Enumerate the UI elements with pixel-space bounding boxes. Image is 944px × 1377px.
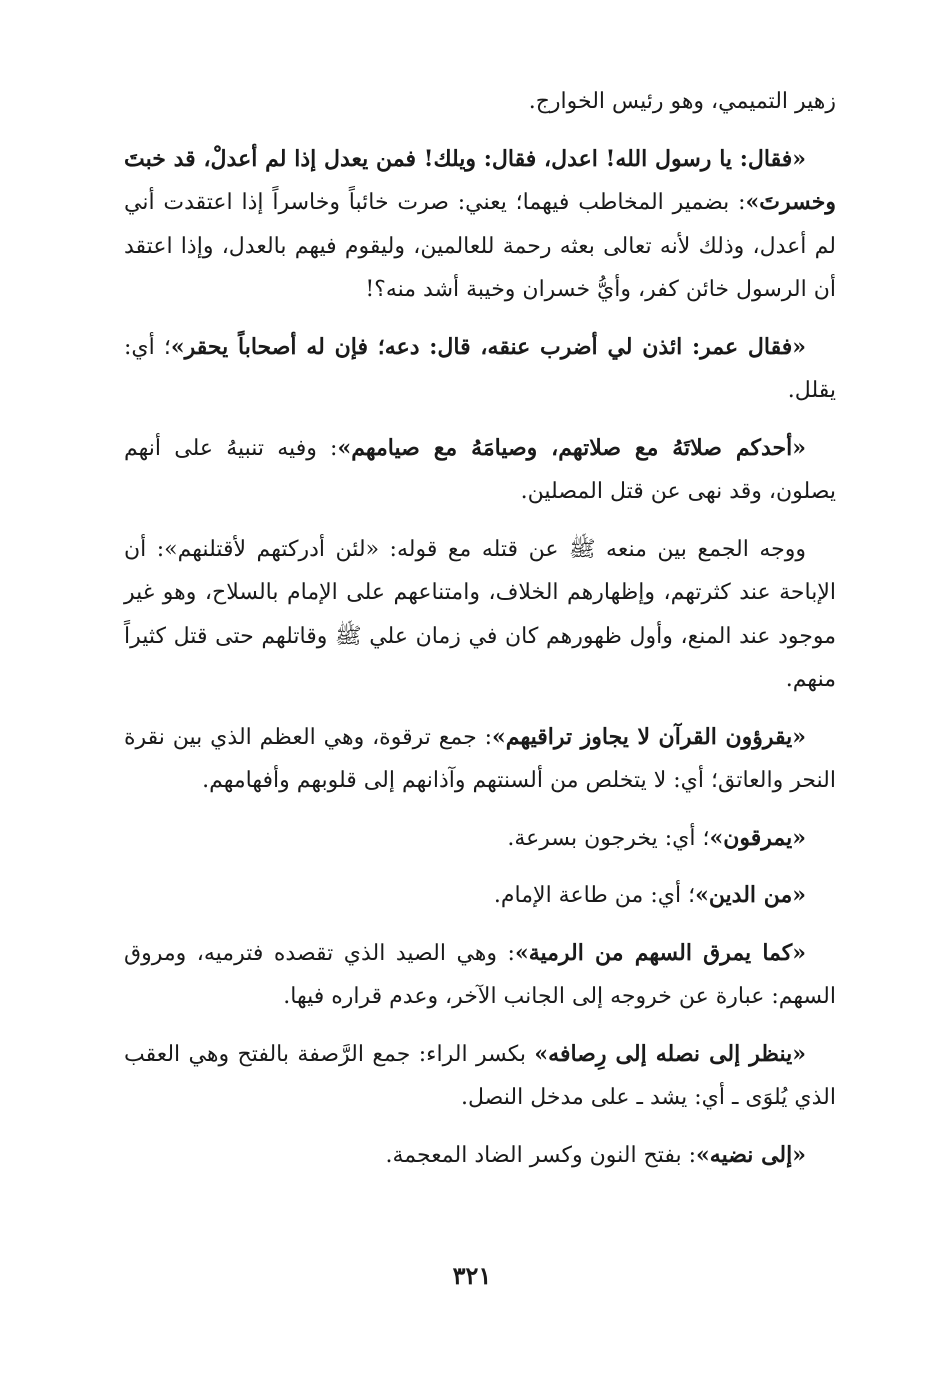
paragraph-7 — [124, 817, 836, 861]
paragraph-11 — [124, 1134, 836, 1178]
paragraph-9 — [124, 932, 836, 1019]
paragraph-1 — [124, 80, 836, 124]
paragraph-10 — [124, 1033, 836, 1120]
paragraph-2 — [124, 138, 836, 312]
hadith-quote: «من الدين» — [695, 882, 806, 908]
commentary-text: ووجه الجمع بين منعه ﷺ عن قتله مع قوله: «لئن أدركتهم لأقتلنهم»: أن الإباحة عند كثرتهم، وإظهارهم الخلاف، وامتناعهم على الإمام بالسلاح، وهو غير موجود عند المنع، وأول ظهورهم كان في زمان علي ﷺ وقاتلهم حتى قتل كثيراً منهم. — [124, 536, 836, 692]
paragraph-6 — [124, 716, 836, 803]
paragraph-8 — [124, 874, 836, 918]
hadith-quote: «ينظر إلى نصله إلى رِصافه» — [534, 1040, 806, 1067]
hadith-quote: «فقال عمر: ائذن لي أضرب عنقه، قال: دعه؛ فإن له أصحاباً يحقر» — [170, 333, 806, 360]
text-run: زهير التميمي، وهو رئيس الخوارج. — [528, 89, 836, 114]
commentary-text: : وهي الصيد الذي تقصده فترميه، ومروق السهم: عبارة عن خروجه إلى الجانب الآخر، وعدم قراره فيها. — [124, 940, 836, 1009]
paragraph-4 — [124, 427, 836, 514]
hadith-quote: «يقرؤون القرآن لا يجاوز تراقيهم» — [492, 723, 806, 750]
paragraph-3 — [124, 326, 836, 413]
commentary-text: بكسر الراء: جمع الرَّصفة بالفتح وهي العقب الذي يُلوَى ـ أي: يشد ـ على مدخل النصل. — [124, 1041, 836, 1110]
page-body — [124, 80, 836, 1177]
paragraph-5 — [124, 528, 836, 702]
commentary-text: : بضمير المخاطب فيهما؛ يعني: صرت خائباً وخاسراً إذا اعتقدت أني لم أعدل، وذلك لأنه تعالى بعثه رحمة للعالمين، وليقوم فيهم بالعدل، وإذا اعتقد أن الرسول خائن كفر، وأيُّ خسران وخيبة أشد منه؟! — [124, 190, 836, 302]
commentary-text: : جمع ترقوة، وهي العظم الذي بين نقرة النحر والعاتق؛ أي: لا يتخلص من ألسنتهم وآذانهم إلى قلوبهم وأفهامهم. — [124, 724, 836, 793]
hadith-quote: «إلى نضيه» — [696, 1141, 806, 1168]
commentary-text: : وفيه تنبيهُ على أنهم يصلون، وقد نهى عن قتل المصلين. — [124, 435, 836, 504]
hadith-quote: «فقال: يا رسول الله! اعدل، فقال: ويلك! فمن يعدل إذا لم أعدلْ، قد خبتَ وخسرتَ» — [124, 145, 836, 215]
commentary-text: ؛ أي: من طاعة الإمام. — [493, 883, 696, 908]
hadith-quote: «يمرقون» — [709, 824, 806, 851]
commentary-text: : بفتح النون وكسر الضاد المعجمة. — [385, 1142, 697, 1168]
commentary-text: ؛ أي: يخرجون بسرعة. — [507, 825, 710, 851]
hadith-quote: «كما يمرق السهم من الرمية» — [514, 939, 806, 966]
hadith-quote: «أحدكم صلاتَهُ مع صلاتهم، وصيامَهُ مع صيامهم» — [337, 434, 806, 461]
commentary-text: ؛ أي: يقلل. — [124, 334, 836, 403]
page-number: ٣٢١ — [452, 1261, 492, 1290]
